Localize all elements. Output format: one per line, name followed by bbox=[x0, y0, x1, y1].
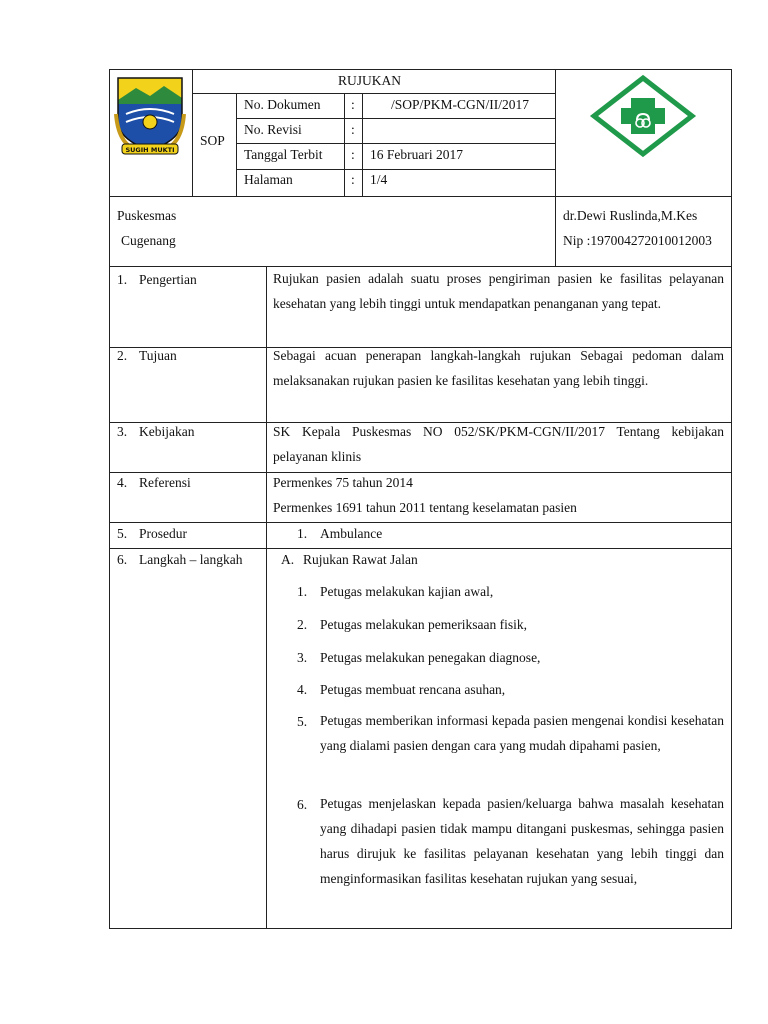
org-name-line1: Puskesmas bbox=[117, 208, 177, 223]
step-text: Petugas melakukan pemeriksaan fisik, bbox=[320, 617, 527, 632]
step-number: 1. bbox=[297, 584, 308, 599]
step-text: Petugas membuat rencana asuhan, bbox=[320, 682, 506, 697]
meta-label-page: Halaman bbox=[244, 172, 293, 187]
step-text: Petugas melakukan penegakan diagnose, bbox=[320, 650, 541, 665]
subsection-letter: A. bbox=[281, 552, 295, 567]
section-text-kebijakan: SK Kepala Puskesmas NO 052/SK/PKM-CGN/II/2017 Tentang kebijakan pelayanan klinis bbox=[273, 424, 724, 464]
section-label-pengertian: Pengertian bbox=[139, 272, 197, 287]
meta-sep: : bbox=[351, 172, 355, 187]
section-number: 3. bbox=[117, 424, 128, 439]
sop-label: SOP bbox=[200, 133, 225, 148]
section-number: 2. bbox=[117, 348, 128, 363]
section-label-prosedur: Prosedur bbox=[139, 526, 187, 541]
section-number: 5. bbox=[117, 526, 128, 541]
section-label-kebijakan: Kebijakan bbox=[139, 424, 195, 439]
meta-label-doc-no: No. Dokumen bbox=[244, 97, 321, 112]
section-text-tujuan: Sebagai acuan penerapan langkah-langkah rujukan Sebagai pedoman dalam melaksanakan rujukan pasien ke fasilitas kesehatan yang lebih tinggi. bbox=[273, 348, 724, 388]
step-number: 3. bbox=[297, 650, 308, 665]
meta-value-page: 1/4 bbox=[370, 172, 388, 187]
meta-sep: : bbox=[351, 122, 355, 137]
section-number: 6. bbox=[117, 552, 128, 567]
meta-value-doc-no: /SOP/PKM-CGN/II/2017 bbox=[391, 97, 530, 112]
section-number: 4. bbox=[117, 475, 128, 490]
subsection-title: Rujukan Rawat Jalan bbox=[303, 552, 418, 567]
step-text: Petugas menjelaskan kepada pasien/keluarga bahwa masalah kesehatan yang dihadapi pasien tidak mampu ditangani puskesmas, sehingga pasien harus dirujuk ke fasilitas pelayanan kesehatan yang lebih tinggi dan menginformasikan fasilitas kesehatan rujukan yang sesuai, bbox=[320, 796, 724, 886]
step-text: Petugas memberikan informasi kepada pasien mengenai kondisi kesehatan yang dialami pasien dengan cara yang mudah dipahami pasien, bbox=[320, 713, 724, 753]
step-number: 6. bbox=[297, 797, 308, 812]
org-name-line2: Cugenang bbox=[121, 233, 176, 248]
regional-seal-icon bbox=[112, 74, 188, 160]
step-text: Petugas melakukan kajian awal, bbox=[320, 584, 494, 599]
meta-sep: : bbox=[351, 147, 355, 162]
procedure-item-number: 1. bbox=[297, 526, 308, 541]
section-text-pengertian: Rujukan pasien adalah suatu proses pengiriman pasien ke fasilitas pelayanan kesehatan yang lebih tinggi untuk mendapatkan penanganan yang tepat. bbox=[273, 271, 724, 311]
health-ministry-logo-icon bbox=[584, 74, 702, 158]
meta-value-issue-date: 16 Februari 2017 bbox=[370, 147, 463, 162]
document-title: RUJUKAN bbox=[338, 73, 402, 88]
section-label-tujuan: Tujuan bbox=[139, 348, 177, 363]
seal-motto: SUGIH MUKTI bbox=[125, 146, 175, 154]
meta-label-revision: No. Revisi bbox=[244, 122, 302, 137]
step-number: 4. bbox=[297, 682, 308, 697]
procedure-item-text: Ambulance bbox=[320, 526, 383, 541]
reference-line-2: Permenkes 1691 tahun 2011 tentang keselamatan pasien bbox=[273, 500, 577, 515]
step-number: 5. bbox=[297, 714, 308, 729]
step-number: 2. bbox=[297, 617, 308, 632]
meta-label-issue-date: Tanggal Terbit bbox=[244, 147, 323, 162]
section-label-referensi: Referensi bbox=[139, 475, 191, 490]
signer-name: dr.Dewi Ruslinda,M.Kes bbox=[563, 208, 698, 223]
reference-line-1: Permenkes 75 tahun 2014 bbox=[273, 475, 413, 490]
meta-sep: : bbox=[351, 97, 355, 112]
section-number: 1. bbox=[117, 272, 128, 287]
signer-nip: Nip :197004272010012003 bbox=[563, 233, 712, 248]
section-label-langkah: Langkah – langkah bbox=[139, 552, 243, 567]
